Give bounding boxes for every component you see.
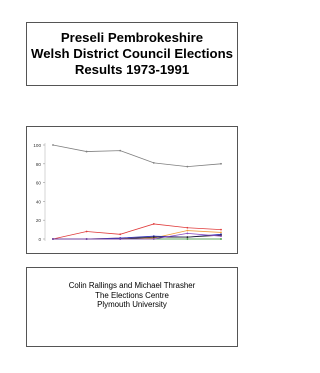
y-tick-label: 60 (35, 180, 41, 186)
credits-panel (26, 267, 238, 347)
data-point (187, 236, 189, 238)
credit-organisation: The Elections Centre (95, 290, 169, 300)
results-line-chart (27, 127, 237, 253)
data-point (119, 233, 121, 235)
title-line-3: Results 1973-1991 (74, 62, 190, 77)
data-point (52, 144, 54, 146)
data-point (187, 238, 189, 240)
data-point (220, 229, 222, 231)
data-point (187, 232, 189, 234)
data-point (119, 150, 121, 152)
data-point (187, 166, 189, 168)
data-point (153, 236, 155, 238)
title-panel (26, 22, 238, 86)
y-tick-label: 0 (38, 237, 41, 242)
data-point (220, 238, 222, 240)
data-point (220, 235, 222, 237)
credit-university: Plymouth University (97, 300, 167, 310)
data-point (220, 163, 222, 165)
data-point (153, 238, 155, 240)
y-tick-label: 40 (35, 199, 41, 205)
credit-authors: Colin Rallings and Michael Thrasher (68, 281, 196, 290)
y-tick-label: 20 (35, 218, 41, 224)
title-line-1: Preseli Pembrokeshire (60, 30, 204, 45)
data-point (86, 238, 88, 240)
data-point (86, 231, 88, 233)
data-point (86, 151, 88, 153)
title-line-2: Welsh District Council Elections (30, 46, 233, 61)
chart-panel (26, 126, 238, 254)
y-tick-label: 80 (35, 161, 41, 167)
data-point (187, 227, 189, 229)
data-point (153, 223, 155, 225)
data-point (52, 238, 54, 240)
series-line (53, 145, 221, 167)
y-tick-label: 100 (33, 143, 41, 148)
data-point (187, 230, 189, 232)
data-point (153, 162, 155, 164)
data-point (119, 238, 121, 240)
data-point (220, 232, 222, 234)
